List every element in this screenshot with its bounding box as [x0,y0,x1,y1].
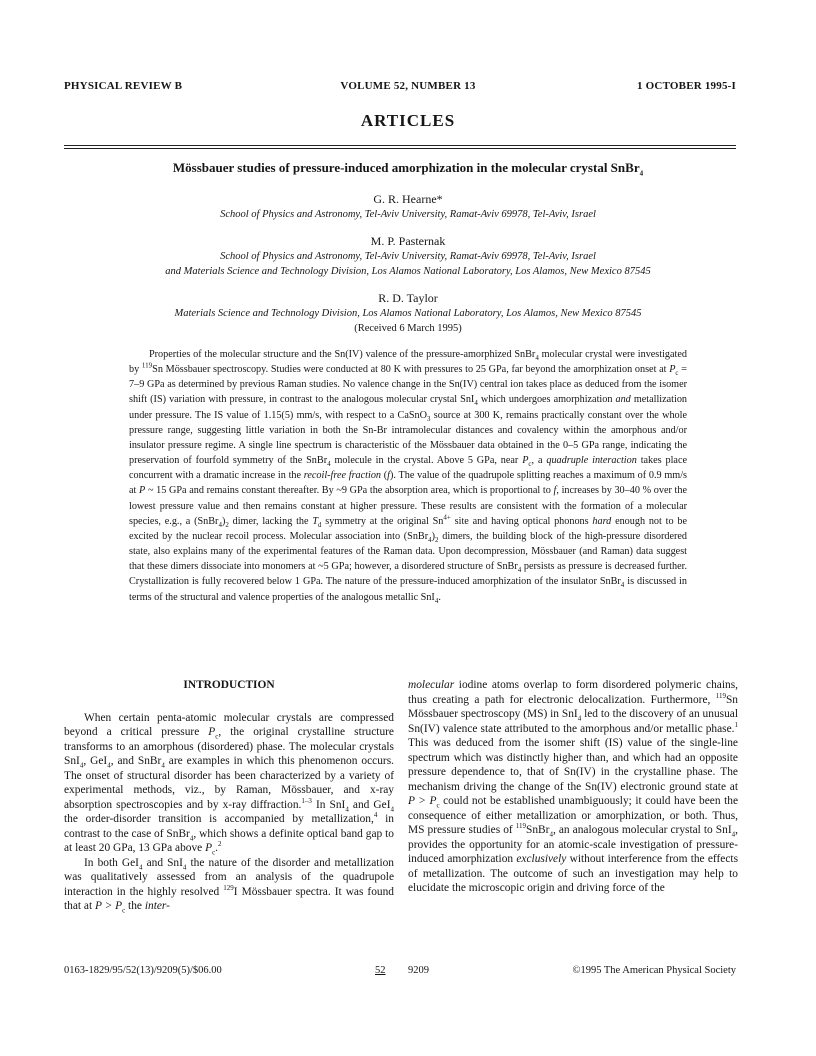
copyright: ©1995 The American Physical Society [572,965,736,976]
header-rule-bottom [64,148,736,149]
received-date: (Received 6 March 1995) [354,323,462,334]
abstract: Properties of the molecular structure and the Sn(IV) valence of the pressure-amorphized SnBr$_4$ molecular crystal were investigated by $^{119}$Sn Mössbauer spectroscopy. Studies were conducted at 80 K with pressures to 25 GPa, far beyond the amorphization onset at $P_c = 7-9$ GPa as determined by previous Raman studies. No valence change in the Sn(IV) central ion takes place as deduced from the isomer shift (IS) variation with pressure, in contrast to the analogous molecular crystal SnI$_4$ which undergoes amorphization and metallization under pressure. The IS value of 1.15(5) mm/s, with respect to a CaSnO$_3$ source at 300 K, remains practically constant over the whole pressure range, suggesting little variation in both the Sn-Br intramolecular distances and covalency within the amorphous and/or insulator pressure regime. A single line spectrum is characteristic of the Mössbauer data obtained in the 0–5 GPa range, indicating the preservation of fourfold symmetry of the SnBr$_4$ molecule in the crystal. Above 5 GPa, near $P_c$, a quadruple interaction takes place concurrent with a dramatic increase in the recoil-free fraction (f). The value of the quadrupole splitting reaches a maximum of 0.9 mm/s at P ~ 15 GPa and remains constant thereafter. By ~9 GPa the absorption area, which is proportional to f, increases by 30–40 % over the lowest pressure value and then remains constant at higher pressure. These results are consistent with the formation of a molecular species, e.g., a $(SnBr_4)_2$ dimer, lacking the $T_d$ symmetry at the original $Sn^{4+}$ site and having optical phonons hard enough not to be excited by the nuclear recoil process. Molecular association into $(SnBr_4)_2$ dimers, the building block of the high-pressure disordered state, also explains many of the experimental features of the Raman data. Upon decompression, Mössbauer (and Raman) data suggest that these dimers dissociate into monomers at ~5 GPa; however, a disordered structure of SnBr$_4$ persists as pressure is decreased further. Crystallization is fully recovered below 1 GPa. The nature of the pressure-induced amorphization of the insulator SnBr$_4$ is discussed in terms of the structural and valence properties of the analogous metallic SnI$_4$. [129,349,688,605]
author-2: M. P. Pasternak [370,234,446,248]
intro-paragraph-2: In both GeI$_4$ and SnI$_4$ the nature of the disorder and metallization was qualitatively assessed from an analysis of the quadrupole interaction in the highly resolved $^{129}$I Mössbauer spectra. It was found that at $P > P_c$ the inter- [64,856,394,915]
affiliation-2b: and Materials Science and Technology Division, Los Alamos National Laboratory, Los Alamos, New Mexico 87545 [165,266,651,277]
section-label: ARTICLES [360,111,456,130]
footer-code: 0163-1829/95/52(13)/9209(5)/$06.00 [64,965,222,976]
intro-heading: INTRODUCTION [183,679,275,691]
affiliation-1: School of Physics and Astronomy, Tel-Aviv University, Ramat-Aviv 69978, Tel-Aviv, Israel [220,209,596,220]
intro-paragraph-2-cont: molecular iodine atoms overlap to form disordered polymeric chains, thus creating a path for electronic delocalization. Furthermore, $^{119}$Sn Mössbauer spectroscopy (MS) in SnI$_4$ led to the discovery of an unusual Sn(IV) valence state attributed to the amorphous and/or metallic phase.$^1$ This was deduced from the isomer shift (IS) value of the single-line spectrum which was distinctly higher than, and which had an opposite pressure dependence to, that of Sn(IV) in the crystalline phase. The mechanism driving the change of the Sn(IV) electronic ground state at $P > P_c$ could not be established unambiguously; it could have been the consequence of either metallization or amorphization, or both. Thus, MS pressure studies of $^{119}$SnBr$_4$, an analogous molecular crystal to SnI$_4$, provides the opportunity for an atomic-scale investigation of pressure-induced amorphization exclusively without interference from the effects of metallization. The outcome of such an investigation may help to elucidate the microscopic origin and driving force of the [408,679,739,894]
author-1: G. R. Hearne* [373,192,443,206]
volume-number: VOLUME 52, NUMBER 13 [340,80,476,92]
footer-volume: 52 [375,965,386,976]
affiliation-3: Materials Science and Technology Division, Los Alamos National Laboratory, Los Alamos, New Mexico 87545 [174,308,642,319]
affiliation-2: School of Physics and Astronomy, Tel-Aviv University, Ramat-Aviv 69978, Tel-Aviv, Israel [220,251,596,262]
page-number: 9209 [408,965,429,976]
article-title: Mössbauer studies of pressure-induced amorphization in the molecular crystal SnBr$_4$ [172,160,644,178]
header-rule-top [64,145,736,146]
author-3: R. D. Taylor [378,291,438,305]
issue-date: 1 OCTOBER 1995-I [637,80,736,92]
journal-name: PHYSICAL REVIEW B [64,80,183,92]
intro-right-column [408,678,738,896]
intro-paragraph-1: When certain penta-atomic molecular crystals are compressed beyond a critical pressure $P_c$, the original crystalline structure transforms to an amorphous (disordered) phase. The molecular crystals SnI$_4$, GeI$_4$, and SnBr$_4$ are examples in which this phenomenon occurs. The onset of structural disorder has been characterized by a variety of experimental methods, viz., by Raman, Mössbauer, and x-ray absorption spectroscopies and by x-ray diffraction.$^{1-3}$ In SnI$_4$ and GeI$_4$ the order-disorder transition is accompanied by metallization,$^4$ in contrast to the case of SnBr$_4$, which shows a definite optical band gap to at least 20 GPa, 13 GPa above $P_c.^2$ [64,711,394,857]
intro-left-column [64,678,394,914]
